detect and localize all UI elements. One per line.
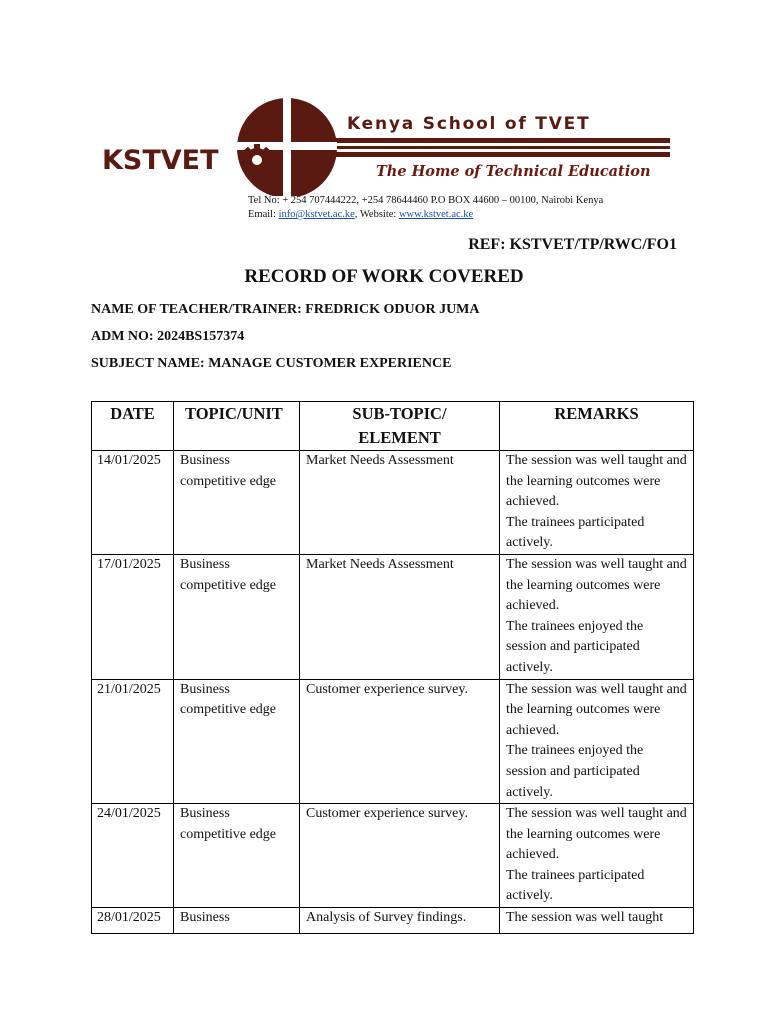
contact-block [248, 194, 603, 222]
cell-topic: Business competitive edge [174, 679, 300, 804]
cell-remarks [500, 804, 694, 908]
cell-remarks [500, 451, 694, 555]
header-subtopic [300, 402, 500, 451]
remarks-line-2: The trainees enjoyed the session and participated actively. [506, 618, 644, 675]
record-table [91, 401, 694, 934]
cell-remarks [500, 554, 694, 679]
remarks-line-1: The session was well taught and the learning outcomes were achieved. [506, 453, 687, 510]
table-row [92, 679, 694, 804]
letterhead [100, 96, 670, 226]
contact-phone-address: Tel No: + 254 707444222, +254 78644460 P.O BOX 44600 – 00100, Nairobi Kenya [248, 195, 604, 206]
cell-subtopic: Analysis of Survey findings. [300, 908, 500, 934]
logo-wordmark: KSTVET [102, 145, 219, 176]
cell-date: 14/01/2025 [92, 451, 174, 555]
email-label: Email: [248, 209, 279, 220]
header-subtopic-line2: ELEMENT [358, 428, 441, 447]
website-label: , Website: [354, 209, 399, 220]
table-row [92, 554, 694, 679]
kstvet-logo [100, 96, 670, 196]
email-link[interactable]: info@kstvet.ac.ke [278, 209, 355, 220]
cell-subtopic: Customer experience survey. [300, 679, 500, 804]
table-row [92, 451, 694, 555]
remarks-line-2: The trainees participated actively. [506, 514, 645, 551]
table-row [92, 908, 694, 934]
cell-date: 28/01/2025 [92, 908, 174, 934]
cell-topic: Business competitive edge [174, 804, 300, 908]
school-name: Kenya School of TVET [347, 114, 591, 134]
cell-topic: Business competitive edge [174, 451, 300, 555]
cell-topic: Business competitive edge [174, 554, 300, 679]
remarks-line-1: The session was well taught and the learning outcomes were achieved. [506, 681, 687, 738]
document-title: RECORD OF WORK COVERED [244, 266, 524, 287]
remarks-line-1: The session was well taught and the learning outcomes were achieved. [506, 556, 687, 614]
header-remarks: REMARKS [500, 402, 694, 451]
remarks-line-1: The session was well taught and the learning outcomes were achieved. [506, 806, 687, 863]
cell-date: 24/01/2025 [92, 804, 174, 908]
cell-subtopic: Market Needs Assessment [300, 554, 500, 679]
school-tagline: The Home of Technical Education [376, 163, 651, 180]
website-link[interactable]: www.kstvet.ac.ke [398, 209, 474, 220]
cell-remarks [500, 679, 694, 804]
remarks-line-1: The session was well taught [506, 910, 664, 926]
remarks-line-2: The trainees enjoyed the session and participated actively. [506, 743, 644, 800]
gear-icon [241, 144, 273, 176]
document-ref: REF: KSTVET/TP/RWC/FO1 [468, 236, 677, 253]
cell-remarks [500, 908, 694, 934]
adm-no: ADM NO: 2024BS157374 [91, 329, 245, 344]
cell-date: 17/01/2025 [92, 554, 174, 679]
table-row [92, 804, 694, 908]
cell-topic: Business [174, 908, 300, 934]
contact-email-website [248, 208, 603, 222]
remarks-line-2: The trainees participated actively. [506, 867, 645, 904]
cell-subtopic: Customer experience survey. [300, 804, 500, 908]
header-subtopic-line1: SUB-TOPIC/ [352, 404, 447, 423]
subject-name: SUBJECT NAME: MANAGE CUSTOMER EXPERIENCE [91, 356, 452, 371]
header-topic: TOPIC/UNIT [174, 402, 300, 451]
header-date: DATE [92, 402, 174, 451]
teacher-name: NAME OF TEACHER/TRAINER: FREDRICK ODUOR JUMA [91, 302, 480, 317]
cell-subtopic: Market Needs Assessment [300, 451, 500, 555]
cell-date: 21/01/2025 [92, 679, 174, 804]
table-header-row [92, 402, 694, 451]
